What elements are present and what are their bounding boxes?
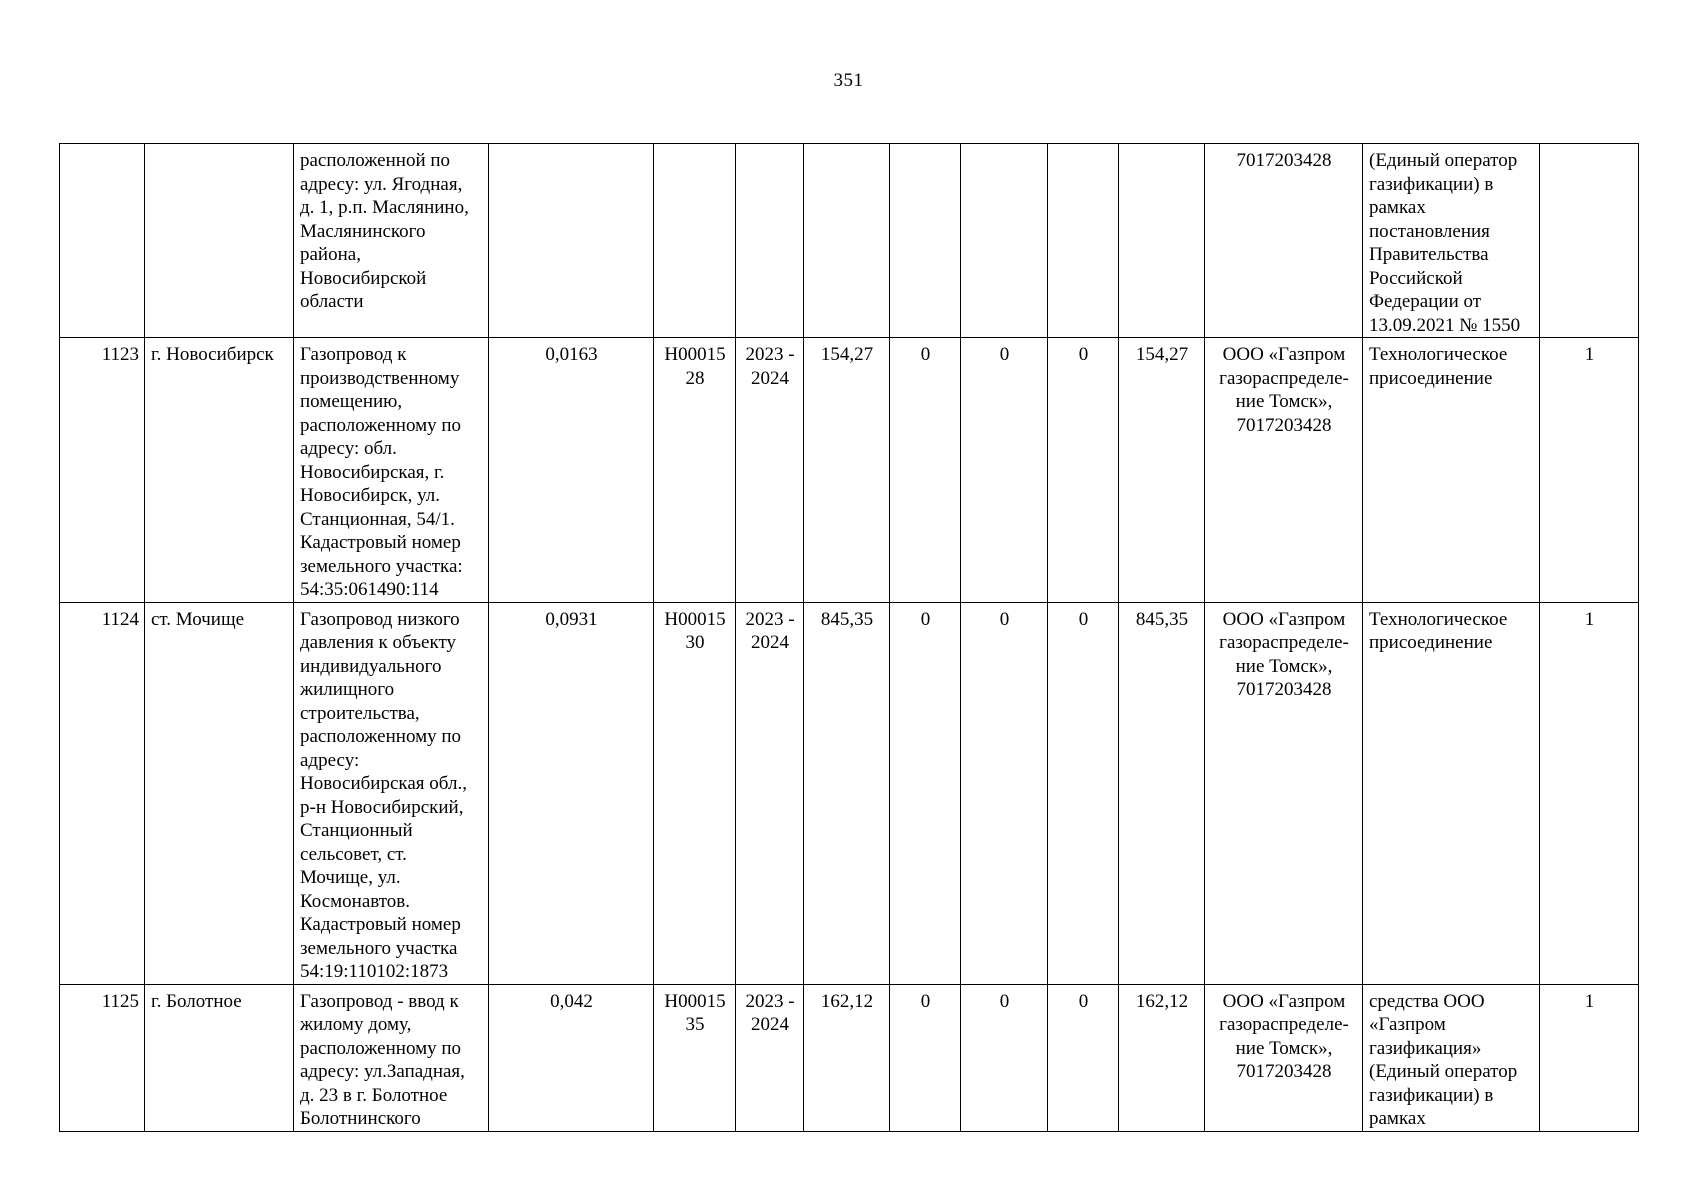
cost-column-4-cell: 845,35 — [1119, 602, 1205, 984]
locality-cell — [145, 144, 294, 338]
cost-column-4-cell: 154,27 — [1119, 338, 1205, 603]
table-row — [60, 338, 1639, 603]
funding-source-cell: Технологическое присоединение — [1363, 338, 1540, 603]
table-row — [60, 144, 1639, 338]
data-table — [59, 143, 1639, 1132]
cost-column-1-cell: 0 — [890, 984, 961, 1131]
total-cost-cell: 845,35 — [804, 602, 890, 984]
locality-cell: г. Болотное — [145, 984, 294, 1131]
code-cell: Н00015 28 — [654, 338, 736, 603]
cost-column-2-cell: 0 — [961, 602, 1048, 984]
row-number: 1123 — [60, 338, 145, 603]
object-description-cell: Газопровод низкого давления к объекту индивидуального жилищного строительства, расположенному по адресу: Новосибирская обл., р-н Новосибирский, Станционный сельсовет, ст. Мочище, ул. Космонавтов. Кадастровый номер земельного участка 54:19:110102:1873 — [294, 602, 489, 984]
locality-cell: ст. Мочище — [145, 602, 294, 984]
code-cell: Н00015 30 — [654, 602, 736, 984]
period-cell: 2023 - 2024 — [736, 984, 804, 1131]
total-cost-cell: 154,27 — [804, 338, 890, 603]
executor-cell: 7017203428 — [1205, 144, 1363, 338]
cost-column-3-cell: 0 — [1048, 602, 1119, 984]
cost-column-2-cell: 0 — [961, 338, 1048, 603]
cost-column-3-cell — [1048, 144, 1119, 338]
funding-source-cell: Технологическое присоединение — [1363, 602, 1540, 984]
object-description-cell: Газопровод - ввод к жилому дому, расположенному по адресу: ул.Западная, д. 23 в г. Болотное Болотнинского — [294, 984, 489, 1131]
table-row — [60, 984, 1639, 1131]
table-body — [60, 144, 1639, 1132]
count-cell: 1 — [1540, 602, 1639, 984]
table-row — [60, 602, 1639, 984]
count-cell — [1540, 144, 1639, 338]
page-number: 351 — [833, 70, 864, 91]
cost-column-2-cell — [961, 144, 1048, 338]
object-description-cell: расположенной по адресу: ул. Ягодная, д. 1, р.п. Маслянино, Маслянинского района, Новосибирской области — [294, 144, 489, 338]
cost-column-1-cell — [890, 144, 961, 338]
length-cell: 0,042 — [489, 984, 654, 1131]
executor-cell: ООО «Газпром газораспределе- ние Томск», 7017203428 — [1205, 602, 1363, 984]
length-cell: 0,0931 — [489, 602, 654, 984]
count-cell: 1 — [1540, 984, 1639, 1131]
total-cost-cell: 162,12 — [804, 984, 890, 1131]
row-number — [60, 144, 145, 338]
row-number: 1124 — [60, 602, 145, 984]
code-cell: Н00015 35 — [654, 984, 736, 1131]
cost-column-1-cell: 0 — [890, 338, 961, 603]
object-description-cell: Газопровод к производственному помещению, расположенному по адресу: обл. Новосибирская, г. Новосибирск, ул. Станционная, 54/1. Кадастровый номер земельного участка: 54:35:061490:114 — [294, 338, 489, 603]
funding-source-cell: средства ООО «Газпром газификация» (Единый оператор газификации) в рамках — [1363, 984, 1540, 1131]
cost-column-3-cell: 0 — [1048, 338, 1119, 603]
length-cell — [489, 144, 654, 338]
length-cell: 0,0163 — [489, 338, 654, 603]
cost-column-2-cell: 0 — [961, 984, 1048, 1131]
count-cell: 1 — [1540, 338, 1639, 603]
row-number: 1125 — [60, 984, 145, 1131]
executor-cell: ООО «Газпром газораспределе- ние Томск», 7017203428 — [1205, 338, 1363, 603]
locality-cell: г. Новосибирск — [145, 338, 294, 603]
total-cost-cell — [804, 144, 890, 338]
cost-column-4-cell — [1119, 144, 1205, 338]
cost-column-3-cell: 0 — [1048, 984, 1119, 1131]
executor-cell: ООО «Газпром газораспределе- ние Томск», 7017203428 — [1205, 984, 1363, 1131]
code-cell — [654, 144, 736, 338]
cost-column-1-cell: 0 — [890, 602, 961, 984]
period-cell — [736, 144, 804, 338]
funding-source-cell: (Единый оператор газификации) в рамках постановления Правительства Российской Федерации от 13.09.2021 № 1550 — [1363, 144, 1540, 338]
period-cell: 2023 - 2024 — [736, 338, 804, 603]
cost-column-4-cell: 162,12 — [1119, 984, 1205, 1131]
period-cell: 2023 - 2024 — [736, 602, 804, 984]
